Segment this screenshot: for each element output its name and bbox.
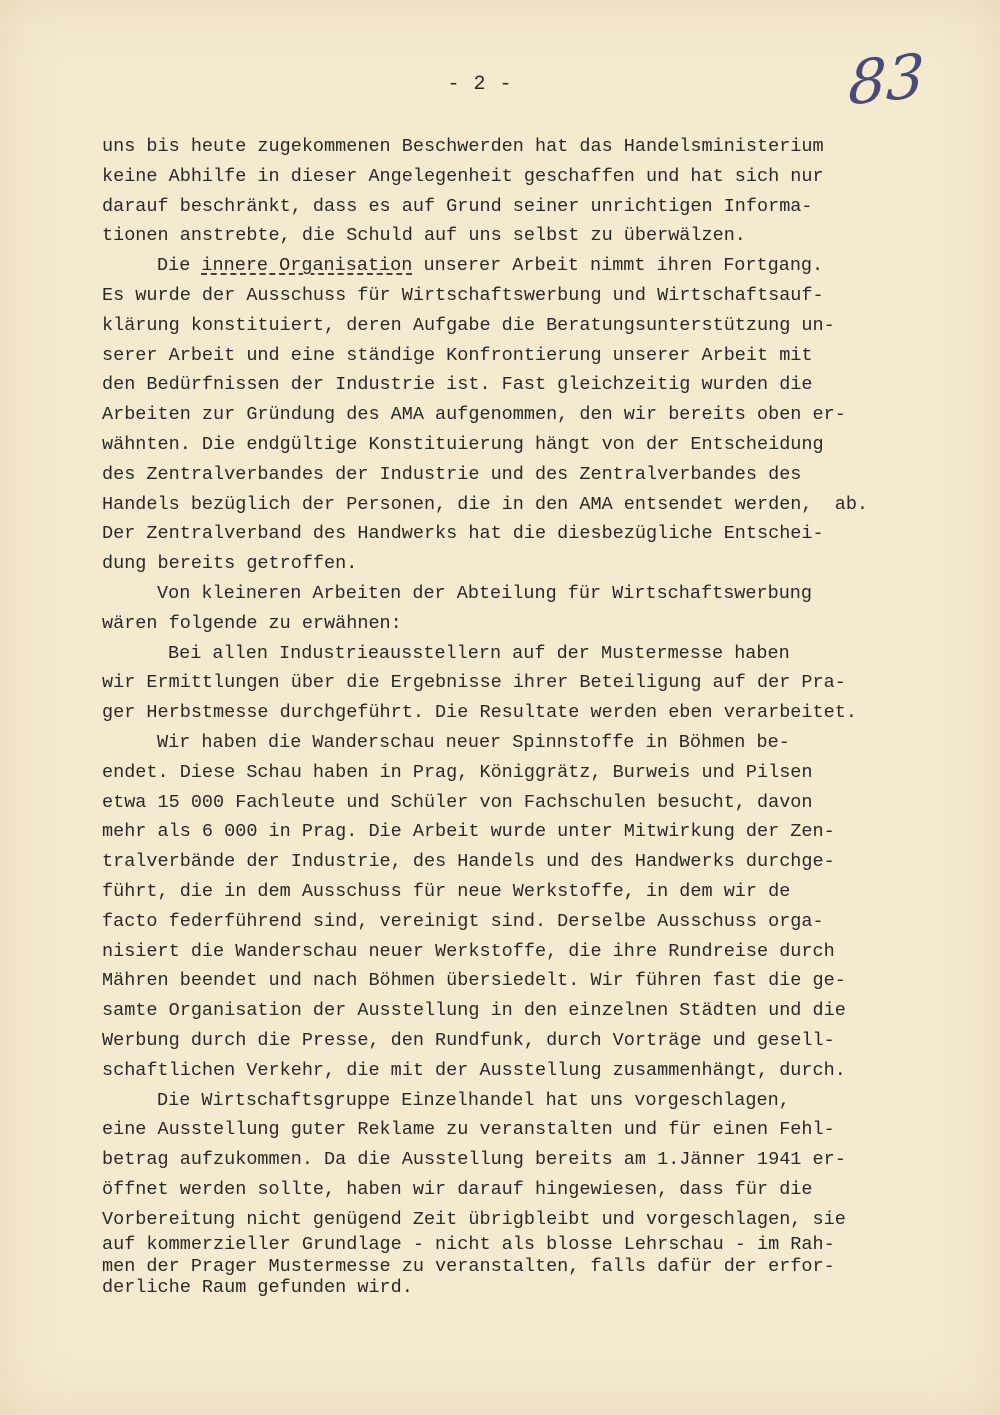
paragraph-block: [80, 132, 960, 1234]
text-line: endet. Diese Schau haben in Prag, Königgrätz, Burweis und Pilsen: [102, 761, 813, 783]
text-line: Vorbereitung nicht genügend Zeit übrigbleibt und vorgeschlagen, sie: [102, 1208, 846, 1230]
text-line: Wir haben die Wanderschau neuer Spinnstoffe in Böhmen be-: [157, 731, 790, 753]
text-line: darauf beschränkt, dass es auf Grund seiner unrichtigen Informa-: [102, 195, 813, 217]
text-line: klärung konstituiert, deren Aufgabe die Beratungsunterstützung un-: [102, 314, 835, 336]
text-line: keine Abhilfe in dieser Angelegenheit geschaffen und hat sich nur: [102, 165, 824, 187]
text-line: etwa 15 000 Fachleute und Schüler von Fachschulen besucht, davon: [102, 791, 813, 813]
text-line: Von kleineren Arbeiten der Abteilung für Wirtschaftswerbung: [157, 582, 813, 604]
text-line: öffnet werden sollte, haben wir darauf hingewiesen, dass für die: [102, 1178, 813, 1200]
text-line: führt, die in dem Ausschuss für neue Werkstoffe, in dem wir de: [102, 880, 791, 902]
text-line: Es wurde der Ausschuss für Wirtschaftswerbung und Wirtschaftsauf-: [102, 284, 824, 306]
text-line: men der Prager Mustermesse zu veranstalten, falls dafür der erfor-: [102, 1255, 835, 1277]
text-line: eine Ausstellung guter Reklame zu veranstalten und für einen Fehl-: [102, 1119, 835, 1141]
text-line: samte Organisation der Ausstellung in den einzelnen Städten und die: [102, 1000, 846, 1022]
typewritten-body: [80, 132, 960, 1299]
text-line: serer Arbeit und eine ständige Konfrontierung unserer Arbeit mit: [102, 344, 813, 366]
text-line: den Bedürfnissen der Industrie ist. Fast gleichzeitig wurden die: [102, 374, 813, 396]
text-line: tionen anstrebte, die Schuld auf uns selbst zu überwälzen.: [102, 225, 746, 247]
text-line: nisiert die Wanderschau neuer Werkstoffe, die ihre Rundreise durch: [102, 940, 835, 962]
text-line: [80, 251, 960, 281]
underlined-phrase: innere Organisation: [201, 255, 413, 277]
paragraph-block-compressed: [80, 1234, 960, 1299]
text-line: des Zentralverbandes der Industrie und des Zentralverbandes des: [102, 463, 802, 485]
text-line: wir Ermittlungen über die Ergebnisse ihrer Beteiligung auf der Pra-: [102, 672, 846, 694]
text-line: derliche Raum gefunden wird.: [102, 1277, 413, 1299]
text-line: ger Herbstmesse durchgeführt. Die Resultate werden eben verarbeitet.: [102, 702, 857, 724]
page-number: - 2 -: [447, 73, 513, 96]
text-line: Der Zentralverband des Handwerks hat die diesbezügliche Entschei-: [102, 523, 824, 545]
text-line: tralverbände der Industrie, des Handels und des Handwerks durchge-: [102, 851, 835, 873]
text-line: betrag aufzukommen. Da die Ausstellung bereits am 1.Jänner 1941 er-: [102, 1149, 846, 1171]
text-line: Bei allen Industrieausstellern auf der Mustermesse haben: [168, 642, 790, 664]
text-line: Werbung durch die Presse, den Rundfunk, durch Vorträge und gesell-: [102, 1029, 835, 1051]
text-line: Mähren beendet und nach Böhmen übersiedelt. Wir führen fast die ge-: [102, 970, 846, 992]
text-line: auf kommerzieller Grundlage - nicht als blosse Lehrschau - im Rah-: [102, 1234, 835, 1256]
text-line-start: Die: [157, 255, 202, 277]
text-line: Handels bezüglich der Personen, die in den AMA entsendet werden, ab.: [102, 493, 869, 515]
text-line: facto federführend sind, vereinigt sind. Derselbe Ausschuss orga-: [102, 910, 824, 932]
text-line: Die Wirtschaftsgruppe Einzelhandel hat uns vorgeschlagen,: [157, 1089, 790, 1111]
text-line: dung bereits getroffen.: [102, 553, 358, 575]
text-line: wähnten. Die endgültige Konstituierung hängt von der Entscheidung: [102, 433, 824, 455]
text-line: wären folgende zu erwähnen:: [102, 612, 402, 634]
text-line: Arbeiten zur Gründung des AMA aufgenommen, den wir bereits oben er-: [102, 404, 846, 426]
text-line: schaftlichen Verkehr, die mit der Ausstellung zusammenhängt, durch.: [102, 1059, 846, 1081]
handwritten-archive-number: 83: [847, 40, 926, 120]
text-line: mehr als 6 000 in Prag. Die Arbeit wurde unter Mitwirkung der Zen-: [102, 821, 835, 843]
text-line-rest: unserer Arbeit nimmt ihren Fortgang.: [412, 255, 824, 277]
text-line: uns bis heute zugekommenen Beschwerden hat das Handelsministerium: [102, 136, 824, 157]
